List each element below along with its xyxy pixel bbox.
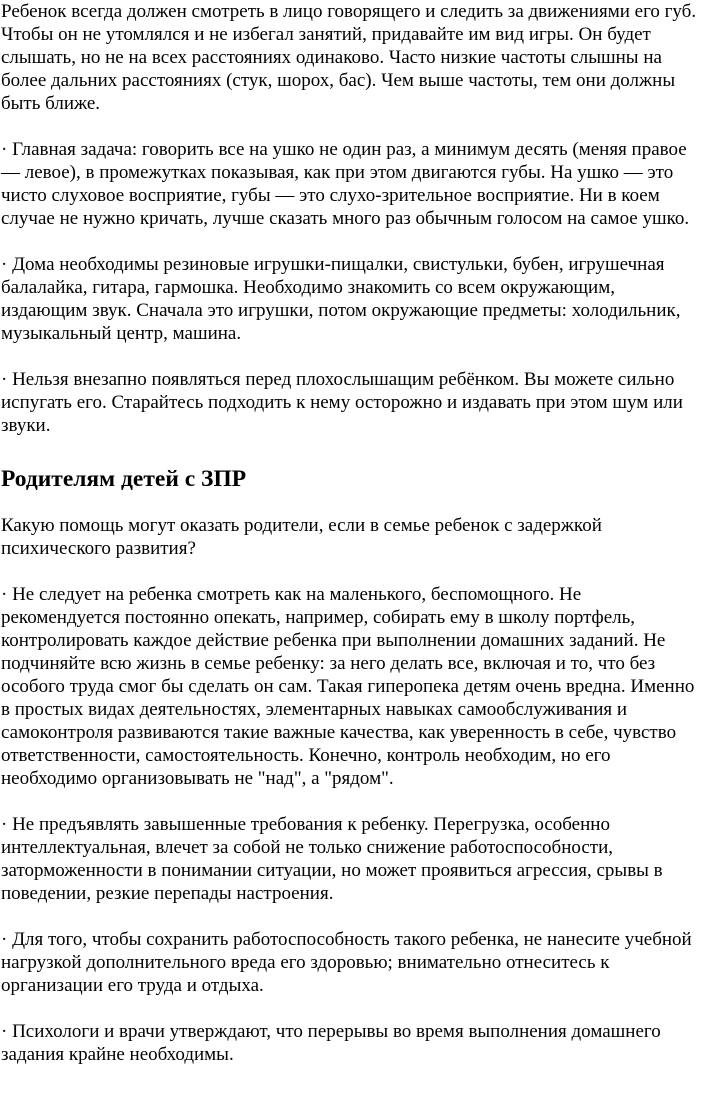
section-heading: Родителям детей с ЗПР: [1, 466, 247, 492]
paragraph-hearing-intro: Ребенок всегда должен смотреть в лицо говорящего и следить за движениями его губ. Чтобы он не утомлялся и не избегал занятий, придавайте им вид игры. Он будет слышать, но не на всех расстояниях одинаково. Часто низкие частоты слышны на более дальних расстояниях (стук, шорох, бас). Чем выше частоты, тем они должны быть ближе.: [1, 1, 697, 114]
paragraph-work-rest: · Для того, чтобы сохранить работоспособность такого ребенка, не нанесите учебной нагрузкой дополнительного вреда его здоровью; внимательно отнеситесь к организации его труда и отдыха.: [1, 929, 692, 996]
paragraph-main-task: · Главная задача: говорить все на ушко не один раз, а минимум десять (меняя правое — левое), в промежутках показывая, как при этом двигаются губы. На ушко — это чисто слуховое восприятие, губы — это слухо-зрительное восприятие. Ни в коем случае не нужно кричать, лучше сказать много раз обычным голосом на самое ушко.: [1, 139, 690, 229]
paragraph-no-sudden-appearance: · Нельзя внезапно появляться перед плохослышащим ребёнком. Вы можете сильно испугать его. Старайтесь подходить к нему осторожно и издавать при этом шум или звуки.: [1, 369, 683, 436]
paragraph-no-excess-demands: · Не предъявлять завышенные требования к ребенку. Перегрузка, особенно интеллектуальная, влечет за собой не только снижение работоспособности, заторможенности в понимании ситуации, но может проявиться агрессия, срывы в поведении, резкие перепады настроения.: [1, 814, 663, 904]
paragraph-no-overprotection: · Не следует на ребенка смотреть как на маленького, беспомощного. Не рекомендуется постоянно опекать, например, собирать ему в школу портфель, контролировать каждое действие ребенка при выполнении домашних заданий. Не подчиняйте всю жизнь в семье ребенку: за него делать все, включая и то, что без особого труда смог бы сделать он сам. Такая гиперопека детям очень вредна. Именно в простых видах деятельностях, элементарных навыках самообслуживания и самоконтроля развиваются такие важные качества, как уверенность в себе, чувство ответственности, самостоятельность. Конечно, контроль необходим, но его необходимо организовывать не "над", а "рядом".: [1, 584, 695, 789]
paragraph-breaks: · Психологи и врачи утверждают, что перерывы во время выполнения домашнего задания крайне необходимы.: [1, 1021, 661, 1065]
paragraph-sound-toys: · Дома необходимы резиновые игрушки-пищалки, свистульки, бубен, игрушечная балалайка, гитара, гармошка. Необходимо знакомить со всем окружающим, издающим звук. Сначала это игрушки, потом окружающие предметы: холодильник, музыкальный центр, машина.: [1, 254, 681, 344]
paragraph-question: Какую помощь могут оказать родители, если в семье ребенок с задержкой психического развития?: [1, 515, 602, 559]
